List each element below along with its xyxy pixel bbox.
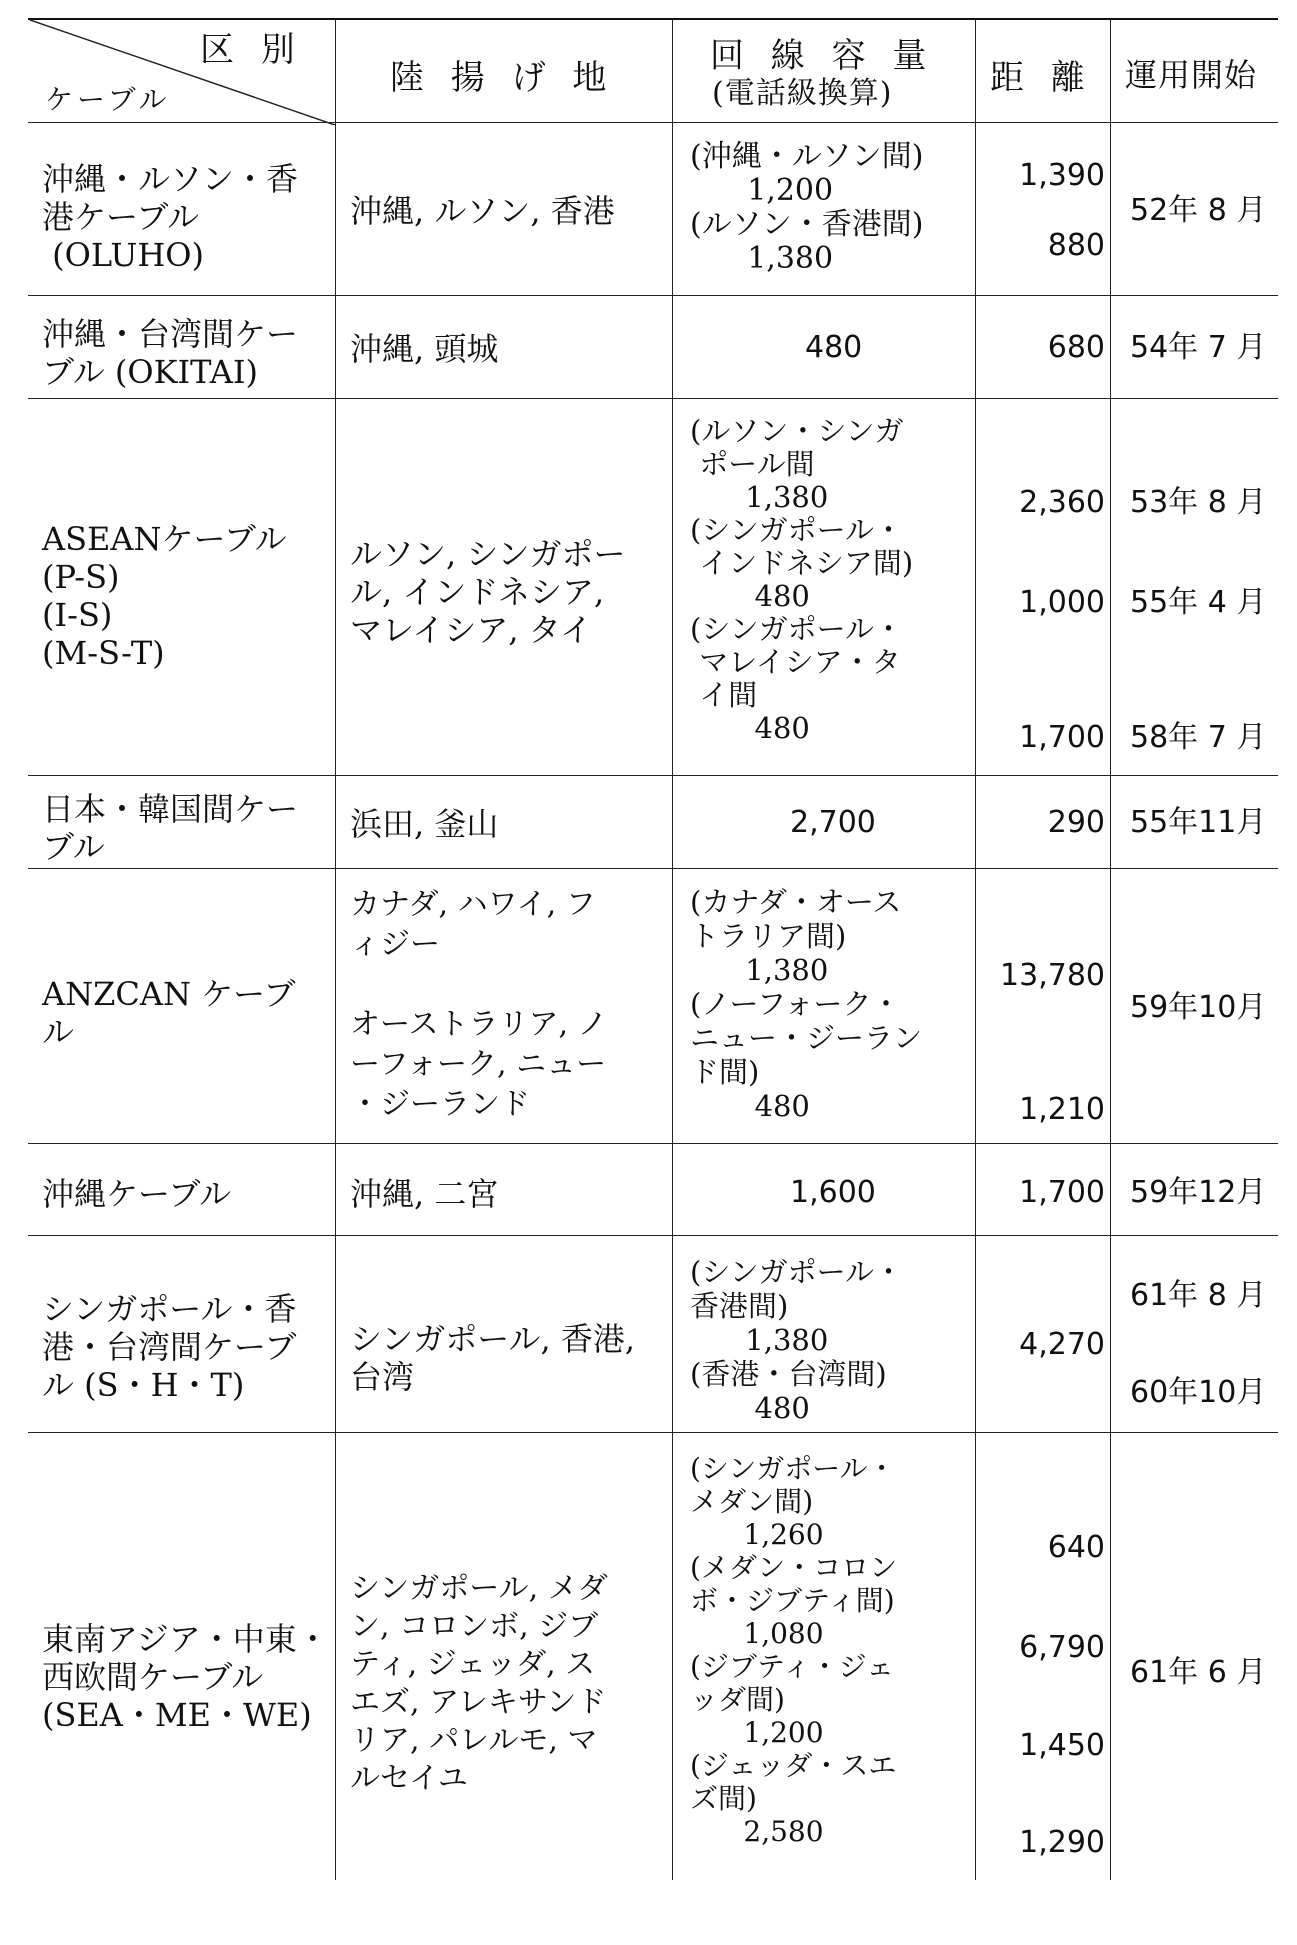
row-start: 52年 8 月 [1130,193,1267,228]
row-distance: 880 [1047,228,1105,263]
row-distance: 1,000 [1019,585,1105,620]
row-distance: 2,360 [1019,485,1105,520]
row-start: 55年11月 [1130,805,1267,840]
row-start: 59年10月 [1130,990,1267,1025]
row-distance: 640 [1047,1530,1105,1565]
row-capacity: 1,600 [790,1175,876,1210]
row-capacity: (シンガポール・ 香港間) 1,380 (香港・台湾間) 480 [690,1255,904,1425]
row-start: 61年 6 月 [1130,1655,1267,1690]
row-divider [28,775,1278,776]
row-name: ASEANケーブル (P-S) (I-S) (M-S-T) [42,520,287,672]
row-distance: 1,290 [1019,1825,1105,1860]
row-capacity: (ルソン・シンガ ポール間 1,380 (シンガポール・ インドネシア間) 480 (シンガポール・ マレイシア・タ イ間 480 [690,414,914,745]
row-name: シンガポール・香 港・台湾間ケーブ ル (S・H・T) [42,1290,297,1404]
row-divider [28,1432,1278,1433]
row-start: 55年 4 月 [1130,585,1267,620]
header-capacity-sub: (電話級換算) [712,76,893,111]
row-start: 54年 7 月 [1130,330,1267,365]
row-distance: 13,780 [1000,958,1105,993]
row-name: 沖縄・台湾間ケー ブル (OKITAI) [42,315,299,391]
col-divider-2 [672,20,673,1880]
row-distance: 680 [1047,330,1105,365]
row-name: 日本・韓国間ケー ブル [42,790,299,866]
row-landing: シンガポール, 香港, 台湾 [350,1320,636,1396]
row-distance: 1,700 [1019,720,1105,755]
row-landing: 浜田, 釜山 [350,805,499,843]
row-capacity: (カナダ・オース トラリア間) 1,380 (ノーフォーク・ ニュー・ジーラン ド間) 480 [690,885,923,1123]
row-start: 58年 7 月 [1130,720,1267,755]
row-name: 沖縄ケーブル [42,1175,232,1213]
row-landing: 沖縄, 頭城 [350,330,499,368]
row-distance: 1,700 [1019,1175,1105,1210]
row-capacity: 2,700 [790,805,876,840]
row-divider [28,1143,1278,1144]
row-name: 沖縄・ルソン・香 港ケーブル (OLUHO) [42,160,299,274]
row-divider [28,295,1278,296]
row-landing: ルソン, シンガポー ル, インドネシア, マレイシア, タイ [350,535,626,649]
row-start: 59年12月 [1130,1175,1267,1210]
row-landing: 沖縄, ルソン, 香港 [350,192,615,230]
header-kubetsu: 区 別 [200,30,303,70]
row-distance: 1,210 [1019,1092,1105,1127]
header-landing: 陸 揚 げ 地 [390,58,615,98]
row-start: 60年10月 [1130,1375,1267,1410]
header-capacity: 回 線 容 量 [710,36,935,76]
row-start: 61年 8 月 [1130,1278,1267,1313]
row-distance: 290 [1047,805,1105,840]
row-name: ANZCAN ケーブ ル [42,975,296,1051]
col-divider-1 [335,20,336,1880]
row-divider [28,398,1278,399]
col-divider-4 [1110,20,1111,1880]
row-distance: 4,270 [1019,1327,1105,1362]
col-divider-3 [975,20,976,1880]
row-capacity: (シンガポール・ メダン間) 1,260 (メダン・コロン ボ・ジブティ間) 1,080 (ジブティ・ジェ ッダ間) 1,200 (ジェッダ・スエ ズ間) 2,580 [690,1452,898,1848]
row-capacity: (沖縄・ルソン間) 1,200 (ルソン・香港間) 1,380 [690,139,924,276]
header-start: 運用開始 [1125,56,1258,94]
row-name: 東南アジア・中東・ 西欧間ケーブル (SEA・ME・WE) [42,1620,329,1734]
row-landing: シンガポール, メダ ン, コロンボ, ジブ ティ, ジェッダ, ス エズ, アレキサンド リア, パレルモ, マ ルセイユ [350,1571,608,1796]
row-divider [28,1235,1278,1236]
row-landing: 沖縄, 二宮 [350,1175,499,1213]
row-distance: 1,450 [1019,1728,1105,1763]
header-bottom-rule [28,122,1278,123]
row-capacity: 480 [805,330,863,365]
header-cable: ケーブル [45,83,171,116]
row-landing: カナダ, ハワイ, フ ィジー オーストラリア, ノ ーフォーク, ニュー ・ジーランド [350,887,608,1122]
row-distance: 1,390 [1019,158,1105,193]
header-distance: 距 離 [990,58,1093,98]
row-divider [28,868,1278,869]
row-distance: 6,790 [1019,1630,1105,1665]
row-start: 53年 8 月 [1130,485,1267,520]
